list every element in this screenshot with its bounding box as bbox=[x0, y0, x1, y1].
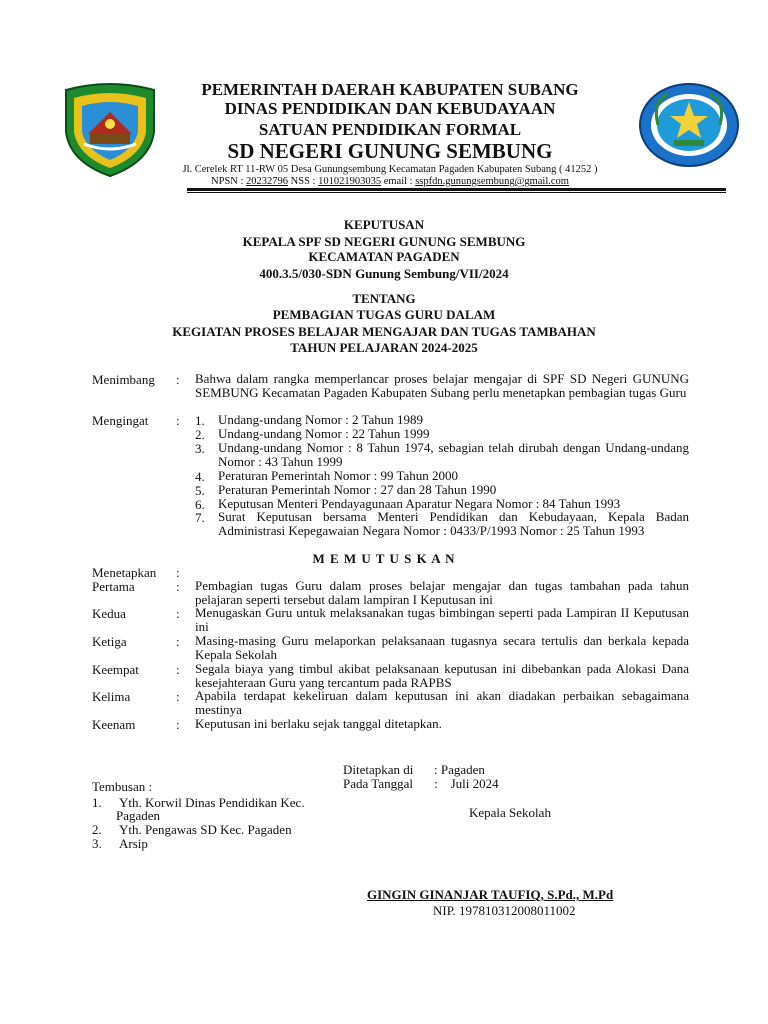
tentang-label: TENTANG bbox=[352, 291, 416, 306]
memutuskan-heading: M E M U T U S K A N bbox=[312, 551, 456, 566]
decision-text: Pembagian tugas Guru dalam proses belajar mengajar dan tugas tambahan pada tahun pelajaran seperti tersebut dalam lampiran I Keputusan ini bbox=[195, 578, 689, 607]
nss-label: NSS : bbox=[288, 176, 319, 187]
mengingat-item: Undang-undang Nomor : 2 Tahun 1989 bbox=[218, 412, 424, 427]
decision-text: Keputusan ini berlaku sejak tanggal ditetapkan. bbox=[195, 716, 442, 731]
mengingat-item: Peraturan Pemerintah Nomor : 99 Tahun 2000 bbox=[218, 468, 459, 483]
mengingat-num: 7. bbox=[195, 510, 205, 525]
decision-text: Menugaskan Guru untuk melaksanakan tugas bimbingan seperti pada Lampiran II Keputusan ini bbox=[195, 605, 689, 634]
mengingat-num: 2. bbox=[195, 427, 205, 442]
decision-label: Kelima bbox=[92, 689, 131, 704]
tembusan-num: 1. bbox=[92, 795, 102, 810]
decision-colon: : bbox=[176, 662, 180, 677]
mengingat-item: Undang-undang Nomor : 22 Tahun 1999 bbox=[218, 426, 430, 441]
decision-colon: : bbox=[176, 689, 180, 704]
nss-value: 101021903035 bbox=[318, 176, 382, 187]
subject-line1: PEMBAGIAN TUGAS GURU DALAM bbox=[272, 307, 496, 322]
mengingat-item: Surat Keputusan bersama Menteri Pendidikan dan Kebudayaan, Kepala Badan Administrasi Kepegawaian Negara Nomor : 0433/P/1993 Nomor : 25 Tahun 1993 bbox=[218, 509, 689, 538]
mengingat-num: 4. bbox=[195, 469, 205, 484]
decision-label: Ketiga bbox=[92, 634, 127, 649]
header-rule-thick bbox=[187, 188, 726, 191]
mengingat-num: 3. bbox=[195, 441, 205, 456]
education-emblem bbox=[638, 82, 740, 168]
tembusan-item: Pagaden bbox=[116, 808, 161, 823]
mengingat-colon: : bbox=[176, 413, 180, 428]
header-rule-thin bbox=[187, 192, 726, 193]
header-line2: DINAS PENDIDIKAN DAN KEBUDAYAAN bbox=[224, 99, 556, 118]
school-ids bbox=[150, 176, 630, 187]
decision-text: Apabila terdapat kekeliruan dalam keputusan ini akan diadakan perbaikan sebagaimana mestinya bbox=[195, 688, 689, 717]
decree-number: 400.3.5/030-SDN Gunung Sembung/VII/2024 bbox=[259, 266, 509, 281]
school-name: SD NEGERI GUNUNG SEMBUNG bbox=[227, 139, 553, 163]
decree-district: KECAMATAN PAGADEN bbox=[308, 249, 460, 264]
decree-title: KEPUTUSAN bbox=[343, 217, 425, 232]
tembusan-item: Arsip bbox=[119, 836, 148, 851]
header-line3: SATUAN PENDIDIKAN FORMAL bbox=[258, 120, 522, 139]
mengingat-item: Undang-undang Nomor : 8 Tahun 1974, sebagian telah dirubah dengan Undang-undang Nomor : 43 Tahun 1999 bbox=[218, 440, 689, 469]
ditetapkan-label: Ditetapkan di bbox=[343, 762, 414, 777]
signatory-role: Kepala Sekolah bbox=[469, 805, 551, 820]
mengingat-label: Mengingat bbox=[92, 413, 149, 428]
email-label: email : bbox=[381, 176, 416, 187]
decision-label: Keenam bbox=[92, 717, 136, 732]
menimbang-label: Menimbang bbox=[92, 372, 155, 387]
decision-colon: : bbox=[176, 579, 180, 594]
tanggal-value: : Juli 2024 bbox=[434, 776, 499, 791]
signatory-nip: NIP. 197810312008011002 bbox=[433, 903, 576, 918]
subang-regency-emblem bbox=[60, 82, 160, 178]
tembusan-item: Yth. Korwil Dinas Pendidikan Kec. bbox=[119, 795, 305, 810]
decision-colon: : bbox=[176, 606, 180, 621]
tanggal-label: Pada Tanggal bbox=[343, 776, 413, 791]
subject-year: TAHUN PELAJARAN 2024-2025 bbox=[290, 340, 478, 355]
decision-text: Segala biaya yang timbul akibat pelaksanaan keputusan ini dibebankan pada Alokasi Dana kesejahteraan Guru yang tercantum pada RAPBS bbox=[195, 661, 689, 690]
menetapkan-label: Menetapkan bbox=[92, 565, 157, 580]
decree-issuer: KEPALA SPF SD NEGERI GUNUNG SEMBUNG bbox=[242, 234, 526, 249]
tembusan-num: 2. bbox=[92, 822, 102, 837]
mengingat-num: 6. bbox=[195, 497, 205, 512]
decision-colon: : bbox=[176, 717, 180, 732]
mengingat-num: 5. bbox=[195, 483, 205, 498]
tembusan-item: Yth. Pengawas SD Kec. Pagaden bbox=[119, 822, 292, 837]
menimbang-text: Bahwa dalam rangka memperlancar proses belajar mengajar di SPF SD Negeri GUNUNG SEMBUNG Kecamatan Pagaden Kabupaten Subang perlu menetapkan pembagian tugas Guru bbox=[195, 371, 689, 400]
ditetapkan-value: : Pagaden bbox=[434, 762, 485, 777]
decision-label: Kedua bbox=[92, 606, 126, 621]
decision-label: Pertama bbox=[92, 579, 135, 594]
subject-line2: KEGIATAN PROSES BELAJAR MENGAJAR DAN TUGAS TAMBAHAN bbox=[172, 324, 596, 339]
tembusan-num: 3. bbox=[92, 836, 102, 851]
signatory-name: GINGIN GINANJAR TAUFIQ, S.Pd., M.Pd bbox=[367, 887, 614, 902]
mengingat-item: Peraturan Pemerintah Nomor : 27 dan 28 Tahun 1990 bbox=[218, 482, 497, 497]
menimbang-colon: : bbox=[176, 372, 180, 387]
npsn-value: 20232796 bbox=[246, 176, 289, 187]
decision-text: Masing-masing Guru melaporkan pelaksanaan tugasnya secara tertulis dan berkala kepada Kepala Sekolah bbox=[195, 633, 689, 662]
mengingat-item: Keputusan Menteri Pendayagunaan Aparatur Negara Nomor : 84 Tahun 1993 bbox=[218, 496, 621, 511]
npsn-label: NPSN : bbox=[211, 176, 247, 187]
header-line1: PEMERINTAH DAERAH KABUPATEN SUBANG bbox=[201, 80, 579, 99]
email-value[interactable]: sspfdn.gunungsembung@gmail.com bbox=[415, 176, 569, 187]
mengingat-num: 1. bbox=[195, 413, 205, 428]
menetapkan-colon: : bbox=[176, 565, 180, 580]
decision-colon: : bbox=[176, 634, 180, 649]
decision-label: Keempat bbox=[92, 662, 139, 677]
school-address: Jl. Cerelek RT 11-RW 05 Desa Gunungsembung Kecamatan Pagaden Kabupaten Subang ( 41252 ) bbox=[182, 164, 598, 175]
tembusan-label: Tembusan : bbox=[92, 779, 153, 794]
